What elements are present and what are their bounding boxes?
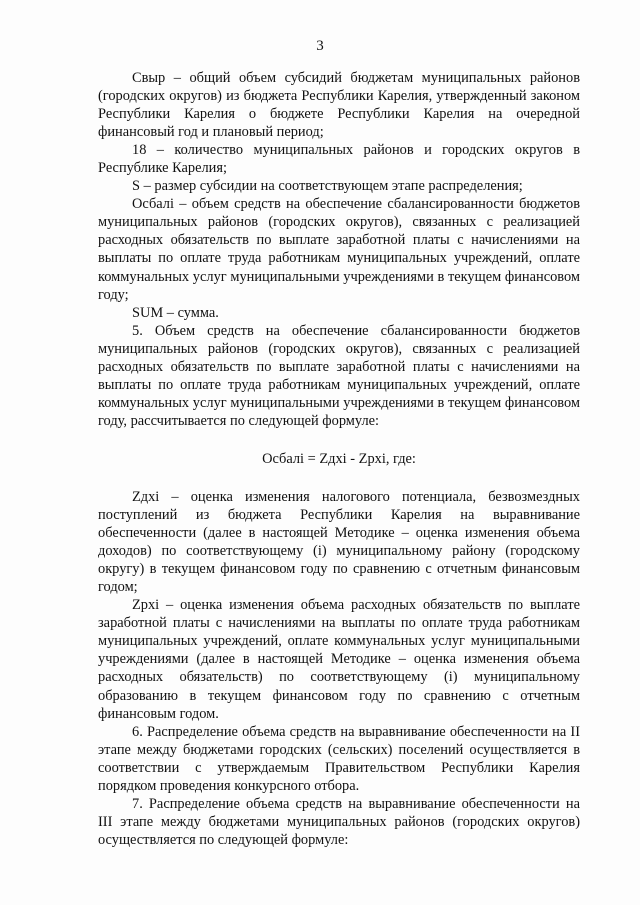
paragraph-osbal: Осбалi – объем средств на обеспечение сбалансированности бюджетов муниципальных районов (городских округов), связанных с реализацией расходных обязательств по выплате заработной платы с начислениями на выплаты по оплате труда работникам муниципальных учреждений, оплате коммунальных услуг муниципальными учреждениями в текущем финансовом году; (98, 196, 580, 303)
paragraph-zdxi: Zдxi – оценка изменения налогового потенциала, безвозмездных поступлений из бюджета Республики Карелия на выравнивание обеспеченности (далее в настоящей Методике – оценка изменения объема доходов) по соответствующему (i) муниципальному району (городскому округу) в текущем финансовом году по сравнению с отчетным финансовым годом; (98, 488, 580, 596)
document-body (98, 69, 580, 849)
paragraph-svyr: Свыр – общий объем субсидий бюджетам муниципальных районов (городских округов) из бюджета Республики Карелия, утвержденный законом Республики Карелия о бюджете Республики Карелия на очередной финансовый год и плановый период; (98, 70, 580, 141)
paragraph-s: S – размер субсидии на соответствующем этапе распределения; (132, 178, 523, 195)
paragraph-18: 18 – количество муниципальных районов и городских округов в Республике Карелия; (98, 142, 580, 177)
paragraph-item-6: 6. Распределение объема средств на выравнивание обеспеченности на II этапе между бюджетами городских (сельских) поселений осуществляется в соответствии с утверждаемым Правительством Республики Карелия порядком проведения конкурсного отбора. (98, 723, 580, 794)
paragraph-item-5: 5. Объем средств на обеспечение сбалансированности бюджетов муниципальных районов (городских округов), связанных с реализацией расходных обязательств по выплате заработной платы с начислениями на выплаты по оплате труда работникам муниципальных учреждений, оплате коммунальных услуг муниципальными учреждениями в текущем финансовом году, рассчитывается по следующей формуле: (98, 322, 580, 429)
page-number: 3 (316, 38, 324, 54)
paragraph-item-7: 7. Распределение объема средств на выравнивание обеспеченности на III этапе между бюджетами муниципальных районов (городских округов) осуществляется по следующей формуле: (98, 795, 580, 848)
paragraph-sum: SUM – сумма. (132, 304, 219, 321)
formula: Осбалi = Zдxi - Zрxi, где: (262, 450, 416, 467)
paragraph-zrxi: Zрxi – оценка изменения объема расходных обязательств по выплате заработной платы с начислениями на выплаты по оплате труда работникам муниципальных учреждений, оплате коммунальных услуг муниципальными учреждениями (далее в настоящей Методике – оценка изменения объема расходных обязательств) по соответствующему (i) муниципальному образованию в текущем финансовом году по сравнению с отчетным финансовым годом. (98, 597, 580, 722)
